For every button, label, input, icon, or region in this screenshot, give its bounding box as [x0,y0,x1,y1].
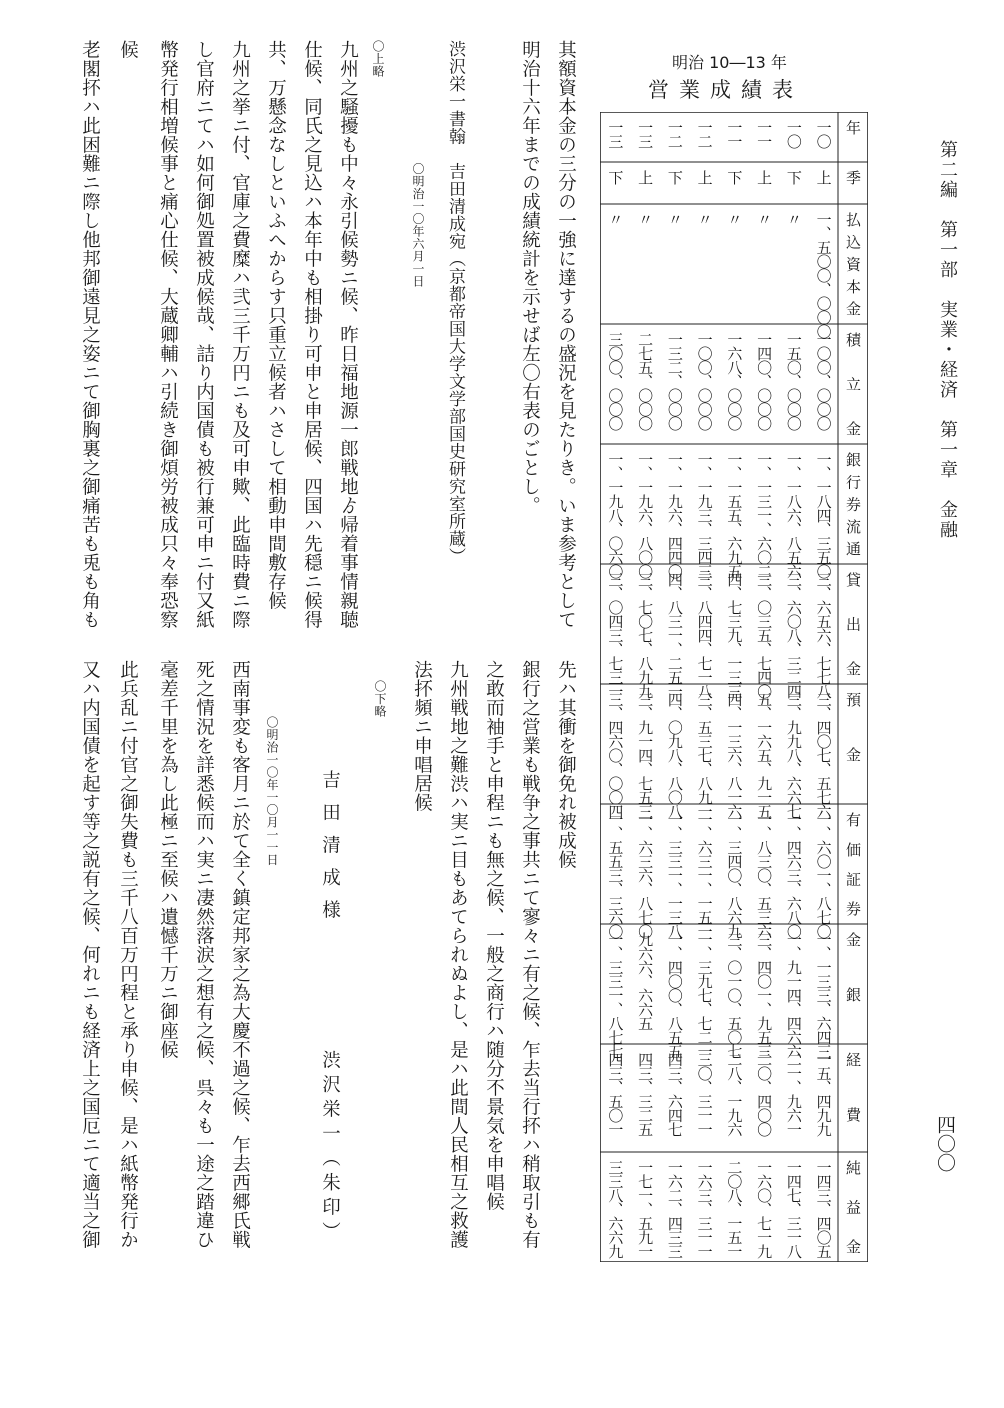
table-cell: 一、五五三、三六〇 [606,812,625,938]
table-cell: 三、〇一〇、五〇七 [725,932,744,1058]
table-cell: 二〇、四〇〇 [755,1052,774,1136]
table-cell: 〃 [606,212,625,226]
text-line: 九州之騒擾も中々永引候勢ニ候、昨日福地源一郎戦地ゟ帰着事情親聴 [337,40,359,629]
table-cell: 三、四〇一、九五三 [755,932,774,1058]
table-cell: 下 [784,170,803,184]
text-line: 又ハ内国債を起す等之説有之候、何れニも経済上之国厄ニて適当之御 [79,660,101,1249]
table-cell: 一、六三六、八七〇 [636,812,655,938]
table-cell: 三、九九八、六六七 [784,692,803,818]
table-cell: 上 [814,170,833,184]
table-cell: 三、六五六、七七八 [814,572,833,698]
text-line: 西南事変も客月ニ於て全く鎮定邦家之為大慶不過之候、乍去西郷氏戦 [229,660,251,1249]
table-cell: 一一 [755,120,774,148]
table-cell: 四、七三九、一三三 [725,572,744,698]
table-cell: 三、八四四、七一八 [695,572,714,698]
table-cell: 一六三、三一一 [695,1160,714,1258]
table-cell: 一一 [725,120,744,148]
signature: 渋沢栄一（朱印） [319,1050,341,1246]
table-cell: 上 [755,170,774,184]
table-cell: 一、三三一、八七七 [606,932,625,1058]
letter-date: 〇明治一〇年一〇月一一日 [265,716,279,866]
table-cell: 〃 [665,212,684,226]
table-cell: 一五〇、〇〇〇 [784,332,803,430]
table-header: 経費 [844,1052,862,1162]
table-cell: 三、六〇八、三二四 [784,572,803,698]
text-line: 老閣抔ハ此困難ニ際し他邦御遠見之姿ニて御胸裏之御痛苦も兎も角も [79,40,101,629]
table-cell: 三、〇三五、七四〇 [755,572,774,698]
table-cell: 一三二、〇〇〇 [665,332,684,430]
table-cell: 三、七〇七、八九九 [636,572,655,698]
text-line: 此兵乱ニ付官之御失費も三千八百万円程と承り申候、是ハ紙幣発行か [117,660,139,1249]
table-cell: 三、四六〇、〇〇四 [606,692,625,818]
table-cell: 一、五〇〇、〇〇〇 [814,212,833,338]
table-caption-title: 営業成績表 [648,78,803,102]
table-cell: 一六二、四三三 [665,1160,684,1258]
table-header: 貸出金 [844,572,862,706]
table-cell: 一〇〇、〇〇〇 [814,332,833,430]
table-cell: 一〇〇、〇〇〇 [695,332,714,430]
table-cell: 一、三九七、七二一 [695,932,714,1058]
table-cell: 一三 [606,120,625,148]
table-cell: 一、四〇〇、八五五 [665,932,684,1058]
table-cell: 一、六三一、一五一 [695,812,714,938]
omission-note: 〇下略 [373,680,387,718]
table-cell: 四三、三二五 [636,1052,655,1136]
table-cell: 一、八三〇、五三六 [755,812,774,938]
table-cell: 一四三、四〇五 [814,1160,833,1258]
table-cell: 一、一九六、四四〇 [665,452,684,578]
table-cell: 一六八、〇〇〇 [725,332,744,430]
table-cell: 〃 [636,212,655,226]
table-cell: 一六〇、七一九 [755,1160,774,1258]
text-line: 其額資本金の三分の一強に達するの盛況を見たりき。いま参考として [555,40,577,629]
table-cell: 四、八三一、二五一 [665,572,684,698]
text-line: 仕候、同氏之見込ハ本年中も相掛り可申と申居候、四国ハ先穏ニ候得 [301,40,323,629]
text-line: し官府ニてハ如何御処置被成候哉、詰り内国債も被行兼可申ニ付又紙 [193,40,215,629]
addressee: 吉田清成様 [319,770,341,933]
text-line: 銀行之営業も戦争之事共ニて寥々ニ有之候、乍去当行抔ハ稍取引も有 [519,660,541,1249]
table-cell: 二〇八、一五一 [725,1160,744,1258]
text-line: 九州戦地之難渋ハ実ニ目もあてられぬよし、是ハ此間人民相互之救護 [447,660,469,1249]
table-cell: 三、四〇七、五七六 [814,692,833,818]
table-header: 有価証券 [844,812,862,931]
table-cell: 〃 [725,212,744,226]
table-cell: 上 [695,170,714,184]
table-cell: 一、三三一、一三八 [665,812,684,938]
table-header: 払込資本金 [844,212,862,324]
running-header: 第二編 第一部 実業・経済 第一章 金融 [937,140,958,540]
table-cell: 一〇 [814,120,833,148]
table-cell: 一、一九八、〇六〇 [606,452,625,578]
text-line: 九州之挙ニ付、官庫之費糜ハ弐三千万円ニも及可申歟、此臨時費ニ際 [229,40,251,629]
table-header: 年 [844,120,862,135]
table-cell: 三、〇四三、七三一 [606,572,625,698]
table-cell: 一、九一四、四六六 [784,932,803,1058]
table-cell: 三、五三七、八九一 [695,692,714,818]
letter-date: 〇明治一〇年六月一日 [411,150,425,288]
table-cell: 一七一、五九一 [636,1160,655,1258]
table-cell: 三〇、三一一 [695,1052,714,1136]
table-cell: 一、一八六、八五六 [784,452,803,578]
table-cell: 三、九一四、七五三 [636,692,655,818]
business-results-table [600,112,868,1279]
table-cell: 一四七、三一八 [784,1160,803,1258]
table-cell: 三三八、六六九 [606,1160,625,1258]
page-number: 四〇〇 [934,1115,956,1172]
table-cell: 四三、六四七 [665,1052,684,1136]
table-cell: 一、一八四、三五〇 [814,452,833,578]
text-line: 幣発行相増候事と痛心仕候、大蔵卿輔ハ引続き御煩労被成只々奉恐察 [157,40,179,629]
table-header: 預金 [844,692,862,802]
table-cell: 一、一九三、三四三 [695,452,714,578]
table-cell: 一四〇、〇〇〇 [755,332,774,430]
text-line: 法抔頻ニ申唱居候 [411,660,433,812]
table-cell: 下 [665,170,684,184]
table-cell: 下 [606,170,625,184]
table-cell: 四、一三六、八一六 [725,692,744,818]
table-cell: 五、一六五、九一五 [755,692,774,818]
text-line: 候 [117,40,139,59]
table-cell: 二一、九六一 [784,1052,803,1136]
table-cell: 一、六〇一、八七〇 [814,812,833,938]
table-cell: 一二 [695,120,714,148]
table-cell: 一、一三三、六四三 [814,932,833,1058]
text-line: 明治十六年までの成績統計を示せば左〇右表のごとし。 [519,40,541,515]
table-cell: 一、四六三、六八〇 [784,812,803,938]
table-cell: 一、一五五、六九五 [725,452,744,578]
table-cell: 四三、五〇一 [606,1052,625,1136]
table-cell: 〃 [784,212,803,226]
omission-note: 〇上略 [371,40,385,78]
table-cell: 一、一三一、六〇二 [755,452,774,578]
table-cell: 四、〇九八、八〇八 [665,692,684,818]
table-cell: 一二 [665,120,684,148]
text-line: 共、万懸念なしといふへからす只重立候者ハさして相動申間敷存候 [265,40,287,610]
table-cell: 一、一九六、八〇〇 [636,452,655,578]
table-cell: 二七五、〇〇〇 [636,332,655,430]
table-cell: 一三 [636,120,655,148]
text-line: 先ハ其衝を御免れ被成候 [555,660,577,869]
text-line: 死之情況を詳悉候而ハ実ニ凄然落涙之想有之候、呉々も一途之踏違ひ [193,660,215,1249]
table-cell: 一五、四九九 [814,1052,833,1136]
table-cell: 〃 [755,212,774,226]
table-header: 金銀 [844,932,862,1042]
table-cell: 〃 [695,212,714,226]
table-cell: 上 [636,170,655,184]
letter-heading: 渋沢栄一書翰 吉田清成宛（京都帝国大学文学部国史研究室所蔵） [445,40,465,565]
text-line: 之敢而袖手と申程ニも無之候、一般之商行ハ随分不景気を申唱候 [483,660,505,1211]
table-header: 季 [844,170,862,185]
text-line: 毫差千里を為し此極ニ至候ハ遺憾千万ニ御座候 [157,660,179,1059]
table-cell: 二八、一九六 [725,1052,744,1136]
table-header: 銀行券流通 [844,452,862,564]
table-header: 純益金 [844,1160,862,1279]
table-cell: 下 [725,170,744,184]
table-cell: 九六六、六六五 [636,932,655,1030]
table-cell: 一、三四〇、八六九 [725,812,744,938]
table-header: 積立金 [844,332,862,466]
table-cell: 三〇〇、〇〇〇 [606,332,625,430]
table-cell: 一〇 [784,120,803,148]
table-caption-date: 明治 10―13 年 [672,53,787,72]
